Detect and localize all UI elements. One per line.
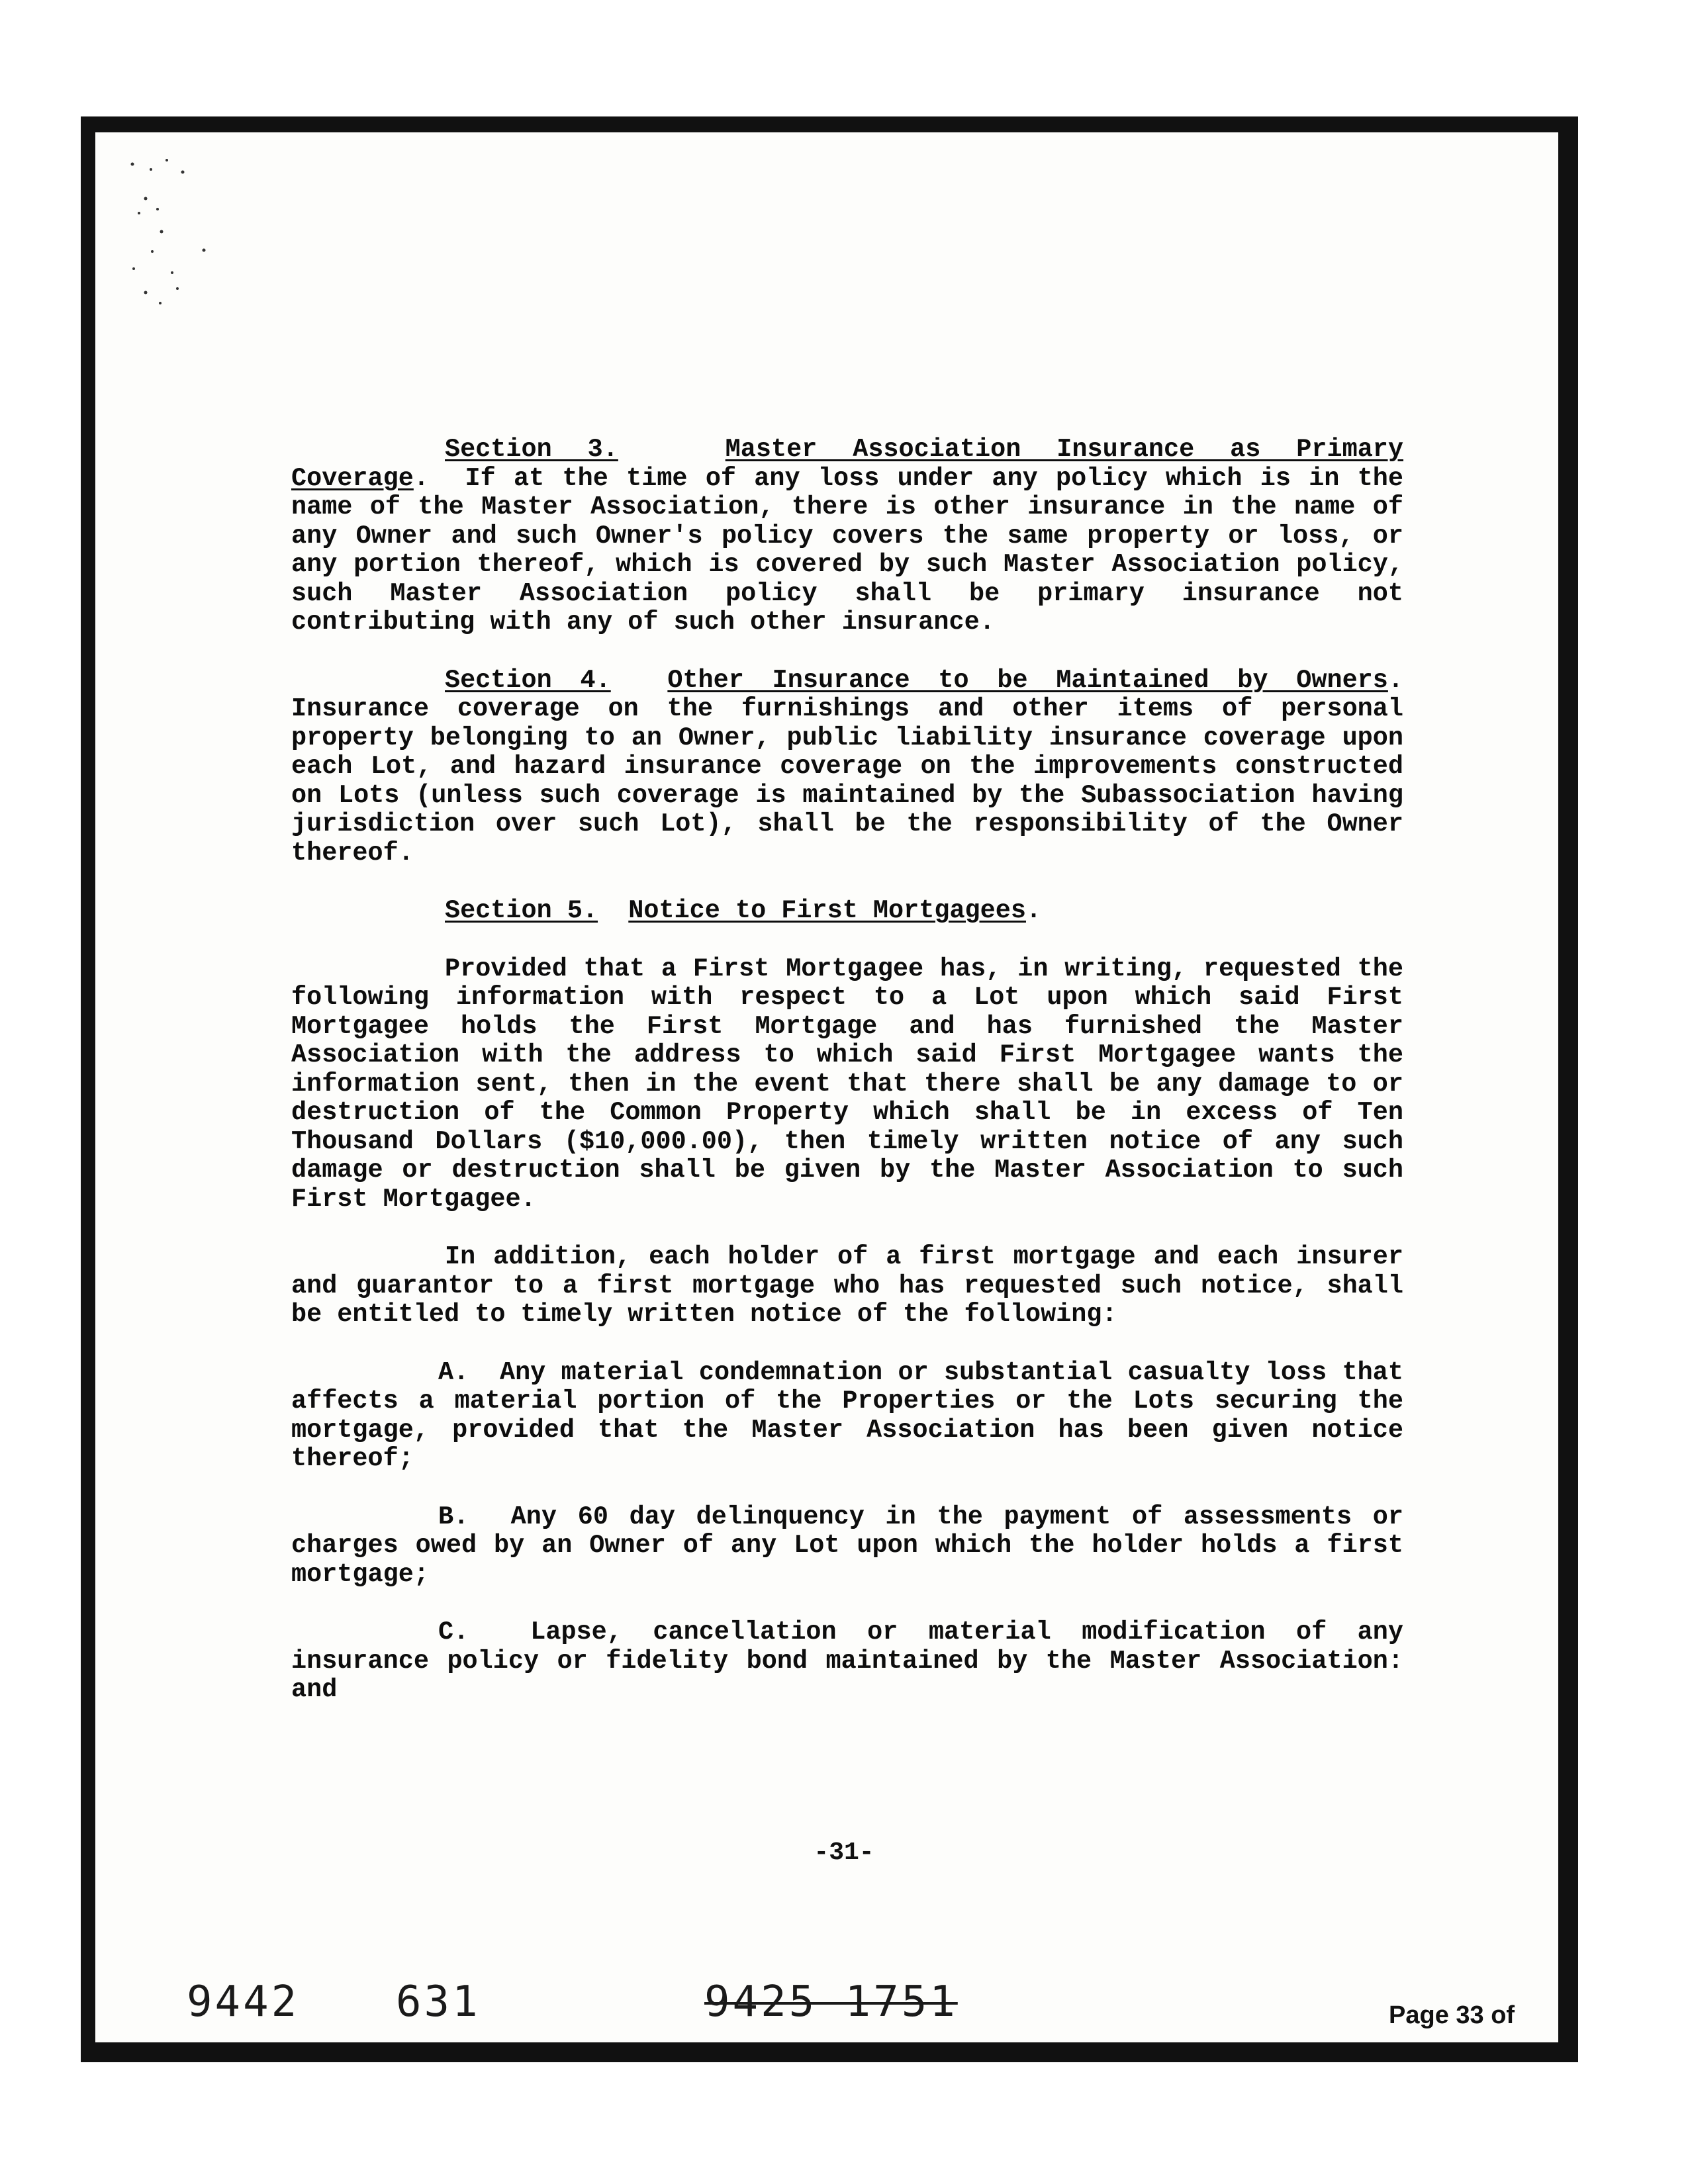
- list-item-a-text: Any material condemnation or substantial casualty loss that affects a material portion of the Properties or the Lots securing the mortgage, provided that the Master Association has been given notice thereof;: [291, 1357, 1403, 1473]
- list-item-b: [291, 1503, 1403, 1590]
- book-stamp: 9442: [187, 1978, 300, 2026]
- section-5-title: Notice to First Mortgagees: [628, 896, 1026, 925]
- document-body: [291, 435, 1403, 1705]
- section-3-body: If at the time of any loss under any policy which is in the name of the Master Association, there is other insurance in the name of any Owner and such Owner's policy covers the same property or loss, or any portion thereof, which is covered by such Master Association policy, such Master Association policy shall be primary insurance not contributing with any of such other insurance.: [291, 463, 1404, 637]
- struck-stamp: 9425 1751: [704, 1978, 958, 2026]
- section-4-body: Insurance coverage on the furnishings and other items of personal property belonging to an Owner, public liability insurance coverage upon each Lot, and hazard insurance coverage on the improvements constructed on Lots (unless such coverage is maintained by the Subassociation having jurisdiction over such Lot), shall be the responsibility of the Owner thereof.: [291, 694, 1403, 868]
- section-5-paragraph-1: [291, 955, 1403, 1214]
- section-3-title: Master Association Insurance as Primary: [725, 435, 1404, 464]
- page-stamp: 631: [396, 1978, 481, 2026]
- section-4-number: Section 4.: [445, 665, 611, 695]
- section-3-paragraph: Section 3. Master Association Insurance as Primary Coverage. If at the time of any loss under any policy which is in the name of the Master Association, there is other insurance in the name of any Owner and such Owner's policy covers the same property or loss, or any portion thereof, which is covered by such Master Association policy, such Master Association policy shall be primary insurance not contributing with any of such other insurance.: [291, 435, 1404, 637]
- section-5-paragraph-2: [291, 1243, 1403, 1330]
- section-3-number: Section 3.: [445, 435, 618, 464]
- section-5-number: Section 5.: [445, 896, 598, 925]
- list-item-a: [291, 1359, 1403, 1474]
- section-5-para1-text: Provided that a First Mortgagee has, in writing, requested the following information with respect to a Lot upon which said First Mortgagee holds the First Mortgage and has furnished the Master Association with the address to which said First Mortgagee wants the information sent, then in the event that there shall be any damage to or destruction of the Common Property which shall be in excess of Ten Thousand Dollars ($10,000.00), then timely written notice of any such damage or destruction shall be given by the Master Association to such First Mortgagee.: [291, 954, 1403, 1214]
- list-item-b-text: Any 60 day delinquency in the payment of assessments or charges owed by an Owner of any Lot upon which the holder holds a first mortgage;: [291, 1502, 1403, 1589]
- section-5-heading: Section 5. Notice to First Mortgagees.: [445, 896, 1042, 925]
- page-count-label: Page 33 of: [1389, 2001, 1515, 2029]
- list-item-c-label: C.: [438, 1617, 469, 1647]
- section-4-title: Other Insurance to be Maintained by Owners: [667, 665, 1388, 695]
- list-item-b-label: B.: [438, 1502, 469, 1531]
- section-4-paragraph: Section 4. Other Insurance to be Maintained by Owners. Insurance coverage on the furnishings and other items of personal property belonging to an Owner, public liability insurance coverage upon each Lot, and hazard insurance coverage on the improvements constructed on Lots (unless such coverage is maintained by the Subassociation having jurisdiction over such Lot), shall be the responsibility of the Owner thereof.: [291, 665, 1403, 868]
- section-3-title-cont: Coverage: [291, 463, 414, 493]
- list-item-c-text: Lapse, cancellation or material modification of any insurance policy or fidelity bond maintained by the Master Association: and: [291, 1617, 1403, 1704]
- section-5-para2-text: In addition, each holder of a first mortgage and each insurer and guarantor to a first mortgage who has requested such notice, shall be entitled to timely written notice of the following:: [291, 1242, 1403, 1329]
- page-number: -31-: [814, 1839, 874, 1867]
- scan-specks: [119, 152, 278, 324]
- list-item-a-label: A.: [438, 1357, 469, 1387]
- list-item-c: [291, 1618, 1403, 1705]
